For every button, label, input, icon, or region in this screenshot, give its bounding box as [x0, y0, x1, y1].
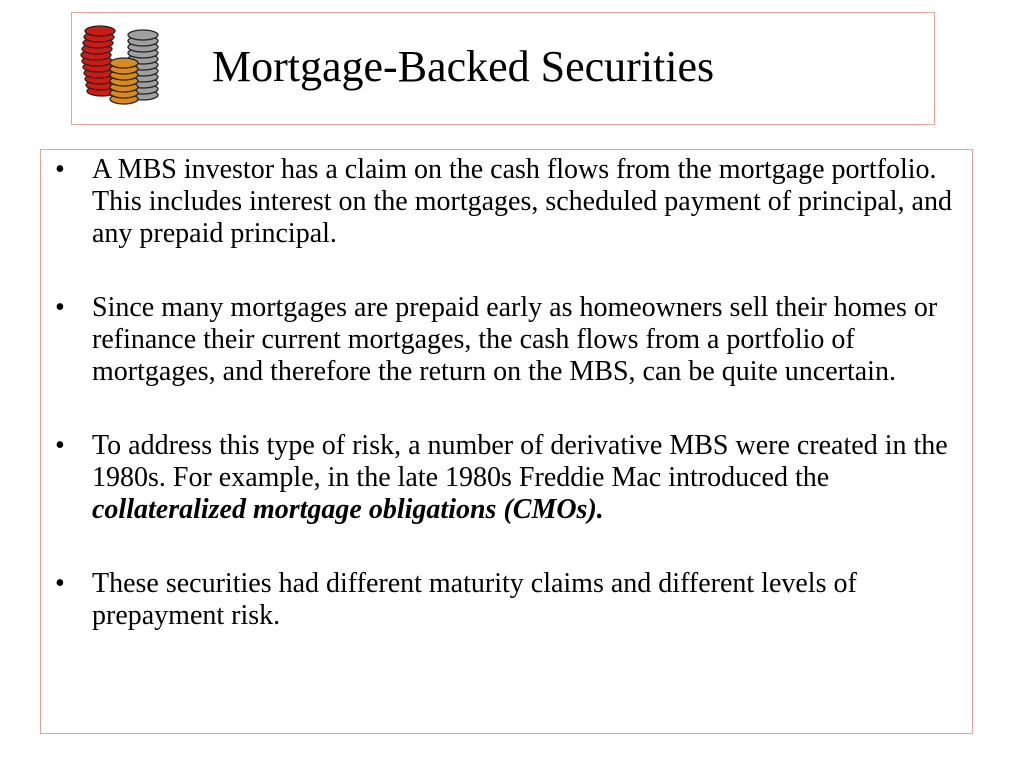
bullet-text: Since many mortgages are prepaid early as homeowners sell their homes or refinance their current mortgages, the cash flows from a portfolio of mortgages, and therefore the return on the MBS, can be quite uncertain. [92, 292, 938, 387]
bullet-item-claim-on-cash-flows [53, 154, 963, 250]
coin-stacks-icon [80, 23, 164, 105]
title-frame [71, 12, 935, 125]
bullet-text: A MBS investor has a claim on the cash flows from the mortgage portfolio. This includes interest on the mortgages, scheduled payment of principal, and any prepaid principal. [92, 154, 952, 249]
bullet-item-different-maturity-claims [53, 568, 963, 632]
bullet-marker: • [55, 430, 65, 461]
bullet-marker: • [55, 154, 65, 185]
bullet-marker: • [55, 292, 65, 323]
slide-title: Mortgage-Backed Securities [212, 42, 715, 91]
bullet-text: These securities had different maturity claims and different levels of prepayment risk. [92, 568, 857, 631]
bullet-list [53, 154, 963, 674]
bullet-marker: • [55, 568, 65, 599]
orange-coin-stack [110, 58, 138, 104]
bullet-item-derivative-mbs [53, 430, 963, 526]
content-frame [40, 149, 973, 734]
bullet-emphasis-cmo: collateralized mortgage obligations (CMOs). [92, 494, 604, 525]
bullet-text: To address this type of risk, a number of derivative MBS were created in the 1980s. For example, in the late 1980s Freddie Mac introduced the [92, 430, 948, 493]
bullet-item-prepayment-uncertainty [53, 292, 963, 388]
